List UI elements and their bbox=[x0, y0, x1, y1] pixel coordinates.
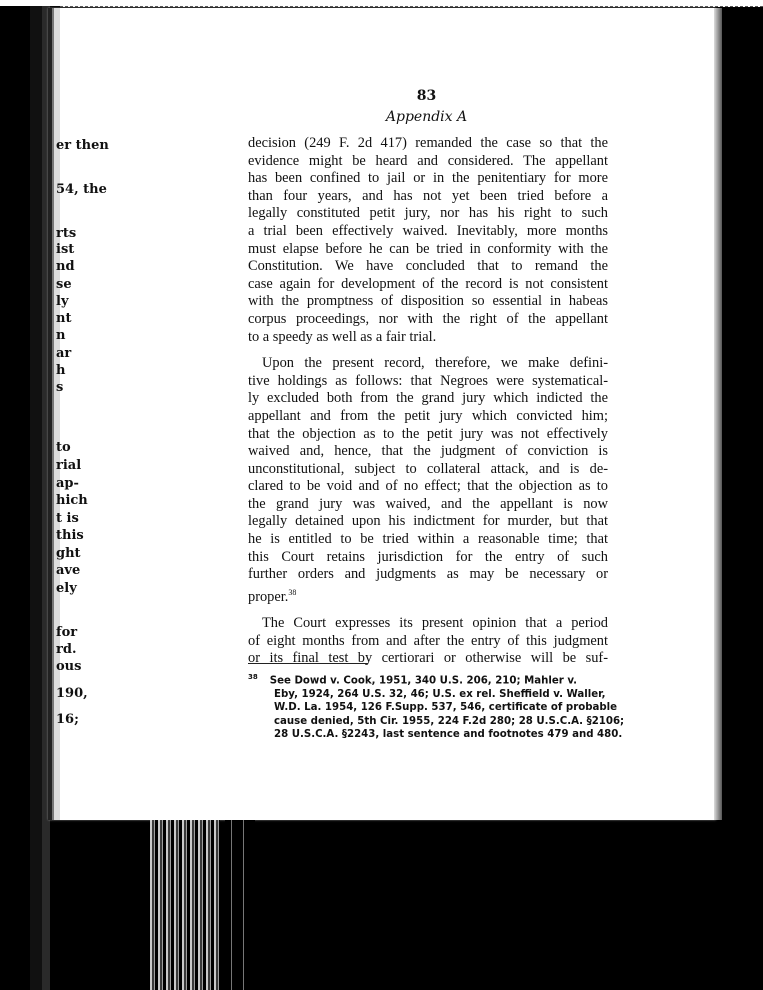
fragment: ar bbox=[56, 346, 72, 361]
paragraph-3 bbox=[248, 615, 608, 668]
fragment: nd bbox=[56, 259, 75, 274]
text-line: Upon the present record, therefore, we make defini- bbox=[262, 355, 608, 372]
fragment: ly bbox=[56, 294, 69, 309]
text-line: case again for development of the record is not consistent bbox=[248, 275, 608, 292]
footnote bbox=[248, 671, 625, 741]
fragment: this bbox=[56, 528, 84, 543]
fragment: n bbox=[56, 328, 66, 343]
text-line: that the objection as to the petit jury was not effectively bbox=[248, 425, 608, 442]
footnote-line: 28 U.S.C.A. §2243, last sentence and footnotes 479 and 480. bbox=[274, 729, 623, 741]
footnote-line: W.D. La. 1954, 126 F.Supp. 537, 546, certificate of probable bbox=[274, 702, 618, 714]
text-line: legally detained upon his indictment for murder, but that bbox=[248, 513, 608, 530]
fragment: to bbox=[56, 440, 71, 455]
text-line: legally constituted petit jury, nor has his right to such bbox=[248, 205, 608, 222]
footnote-mark: 38 bbox=[248, 673, 258, 681]
text-line: decision (249 F. 2d 417) remanded the case so that the bbox=[248, 135, 608, 151]
text-line: unconstitutional, subject to collateral attack, and is de- bbox=[248, 460, 608, 477]
footnote-reference: 38 bbox=[288, 587, 297, 597]
fragment: ely bbox=[56, 581, 77, 596]
text-line: tive holdings as follows: that Negroes were systematical- bbox=[248, 372, 608, 389]
footnote-line: cause denied, 5th Cir. 1955, 224 F.2d 280; 28 U.S.C.A. §2106; bbox=[274, 715, 625, 727]
text-line: the grand jury was waived, and the appellant is now bbox=[248, 495, 608, 512]
text-line: with the promptness of disposition so essential in habeas bbox=[248, 293, 608, 310]
footnote-rule bbox=[248, 663, 368, 664]
fragment: se bbox=[56, 277, 72, 292]
text-line: appellant and from the petit jury which convicted him; bbox=[248, 407, 608, 424]
page-right-edge bbox=[714, 8, 722, 820]
fragment: rts bbox=[56, 226, 77, 241]
fragment: ist bbox=[56, 242, 75, 257]
text-line-with-footnote bbox=[248, 584, 608, 606]
fragment: ap- bbox=[56, 476, 79, 491]
text-line: waived and, hence, that the judgment of conviction is bbox=[248, 443, 608, 460]
text-line: corpus proceedings, nor with the right of the appellant bbox=[248, 310, 608, 327]
text-line: proper. bbox=[248, 588, 289, 605]
footnote-line: Eby, 1924, 264 U.S. 32, 46; U.S. ex rel. Sheffield v. Waller, bbox=[274, 688, 606, 700]
fragment: h bbox=[56, 363, 66, 378]
text-line: ly excluded both from the grand jury which indicted the bbox=[248, 390, 608, 407]
fragment: for bbox=[56, 625, 78, 640]
scan-streaks bbox=[150, 820, 220, 990]
text-line: must elapse before he can be tried in conformity with the bbox=[248, 240, 608, 257]
fragment: 16; bbox=[56, 712, 79, 727]
running-head: Appendix A bbox=[385, 109, 468, 125]
fragment: ght bbox=[56, 546, 81, 561]
fragment: 190, bbox=[56, 686, 88, 701]
fragment: er then bbox=[56, 138, 109, 153]
fragment: rial bbox=[56, 458, 82, 473]
text-line: has been confined to jail or in the penitentiary for more bbox=[248, 170, 608, 187]
scan-streaks-dark bbox=[225, 820, 255, 990]
text-line: he is entitled to be tried within a reasonable time; that bbox=[248, 531, 608, 548]
text-line: to a speedy as well as a fair trial. bbox=[248, 328, 437, 345]
fragment: hich bbox=[56, 493, 88, 508]
text-line: further orders and judgments as may be necessary or bbox=[248, 566, 608, 583]
text-line: or its final test by certiorari or otherwise will be suf- bbox=[248, 650, 608, 667]
fragment: ave bbox=[56, 563, 81, 578]
fragment: t is bbox=[56, 511, 79, 526]
fragment: rd. bbox=[56, 642, 77, 657]
page-number: 83 bbox=[416, 88, 437, 104]
text-line: a trial been effectively waived. Inevitably, more months bbox=[248, 222, 608, 239]
text-line: of eight months from and after the entry of this judgment bbox=[248, 632, 608, 649]
text-line: evidence might be heard and considered. The appellant bbox=[248, 152, 608, 169]
text-line: The Court expresses its present opinion that a period bbox=[262, 615, 608, 632]
fragment: 54, the bbox=[56, 182, 107, 197]
text-line: clared to be void and of no effect; that the objection as to bbox=[248, 478, 608, 495]
fragment: nt bbox=[56, 311, 72, 326]
text-line: than four years, and has not yet been tried before a bbox=[248, 187, 608, 204]
paragraph-2 bbox=[248, 355, 608, 606]
paragraph-1 bbox=[248, 135, 608, 346]
footnote-line bbox=[248, 671, 608, 688]
fragment: s bbox=[56, 380, 64, 395]
text-line: Constitution. We have concluded that to remand the bbox=[248, 258, 608, 275]
fragment: ous bbox=[56, 659, 82, 674]
text-line: this Court retains jurisdiction for the entry of such bbox=[248, 548, 608, 565]
footnote-text: See Dowd v. Cook, 1951, 340 U.S. 206, 210; Mahler v. bbox=[269, 675, 578, 687]
body-text bbox=[248, 135, 608, 677]
